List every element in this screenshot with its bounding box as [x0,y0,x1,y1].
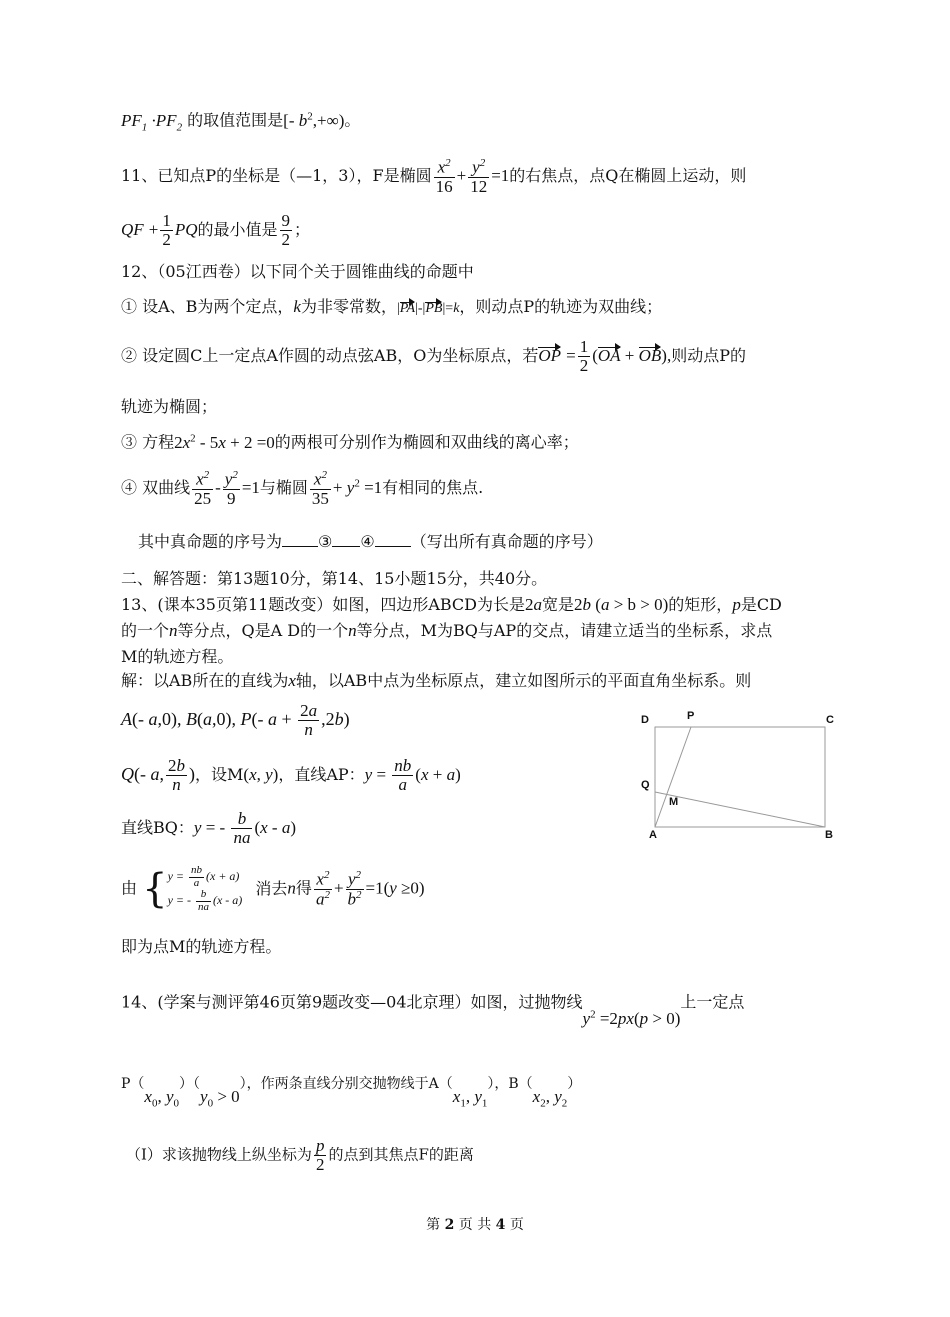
q14-l3b: 的点到其焦点F的距离 [328,1145,474,1164]
footer-mid: 页 共 [458,1217,492,1233]
q12-p2b: 则动点P的 [671,345,746,365]
q11-line1: 11、已知点P的坐标是（—1，3），F是椭圆 $\frac{x^2}{16}$ + $\frac{y^2}{12}$ =1的右焦点，点Q在椭圆上运动，则 [121,157,747,196]
q13-elim: 消去 [255,878,288,898]
q14-l1b: 上一定点 [680,992,745,1012]
q14-line1: 14、(学案与测评第46页第9题改变—04北京理）如图，过抛物线$y^2 =2px(p > 0)$上一定点 [121,992,745,1028]
q13-line2: 的一个n等分点，Q是A D的一个n等分点，M为BQ与AP的交点，请建立适当的坐标系，求点 [121,621,773,640]
rectangle-figure [637,708,837,843]
q12-p4a: ④ 双曲线 [121,478,191,498]
fig-rectangle [655,727,825,827]
footer-total: 4 [495,1217,506,1233]
q12-answer [138,532,603,551]
q12-p1: ① 设A、B为两个定点，k为非零常数，|PA|-|PB|=k，则动点P的轨迹为双曲线； [121,297,663,316]
q13-l1a: 13、(课本35页第11题改变）如图，四边形ABCD为长是 [121,595,526,614]
q13-l1b: 宽是 [542,595,575,614]
fig-label-a: A [649,829,657,841]
q12-p2a: ② 设定圆C上一定点A作圆的动点弦AB，O为坐标原点，若 [121,345,539,365]
q13-sol1: 解：以AB所在的直线为x轴，以AB中点为坐标原点，建立如图所示的平面直角坐标系。则 [121,671,752,690]
q12-answer2: ④ [360,532,375,551]
q12-p3a: ③ 方程 [121,432,175,452]
q13-l1c: 的矩形， [668,595,733,614]
q13-q-point: Q(- a, $\frac{2b}{n}$ )，设M(x, y)，直线AP：y = $\frac{nb}{a}$ (x + a) [121,756,461,794]
q12-p4c: 有相同的焦点. [382,478,484,498]
q14-line3: （I）求该抛物线上纵坐标为 $\frac{p}{2}$ 的点到其焦点F的距离 [126,1136,474,1174]
q13-de: 得 [295,878,312,898]
fig-line-bq [655,792,825,827]
q13-conclusion: 即为点M的轨迹方程。 [121,937,282,956]
footer-pre: 第 [426,1217,441,1233]
q13-points: A(- a,0), B(a,0), P(- a + $\frac{2a}{n}$ ,2b) [121,701,350,739]
q14-l2e: ） [567,1076,582,1092]
q12-p2: ② 设定圆C上一定点A作圆的动点弦AB，O为坐标原点，若OP = $\frac{1}{2}$ (OA + OB),则动点P的 [121,337,746,375]
fig-label-b: B [825,829,833,841]
q14-l1a: 14、(学案与测评第46页第9题改变—04北京理）如图，过抛物线 [121,992,583,1012]
q13-line-bq: 直线BQ：y = - $\frac{b}{na}$ (x - a) [121,809,296,847]
fig-label-p: P [687,710,695,722]
fig-label-c: C [826,714,834,726]
fig-label-d: D [641,714,649,726]
q12-p1b: 为非零常数， [300,297,397,316]
q12-p1a: ① 设A、B为两个定点， [121,297,294,316]
q12-p2c: 轨迹为椭圆； [121,397,218,416]
q13-l2a: 的一个 [121,621,170,640]
q14-l2c: ），作两条直线分别交抛物线于A（ [239,1076,453,1092]
q12-p3b: 的两根可分别作为椭圆和双曲线的离心率； [274,432,579,452]
q12-answer-prefix: 其中真命题的序号为 [138,532,283,551]
q14-l2d: ），B（ [487,1076,533,1092]
q13-system: 由 { y = $\frac{nb}{a}$ (x + a) y = - $\frac{b}{na}$ (x - a) 消去n得 $\frac{x^2}{a^2}$ + $\frac{y^2}{b^2}$ =1(y ≥0) [121,864,425,913]
q12-p4b: 与椭圆 [259,478,308,498]
q11-end: ； [294,219,311,239]
q12-answer1: ③ [318,532,333,551]
q13-you: 由 [121,878,138,898]
q11-min-text: 的最小值是 [197,219,278,239]
q13-line3: M的轨迹方程。 [121,647,234,666]
q12-answer-suffix: （写出所有真命题的序号） [410,532,603,551]
footer-post: 页 [509,1217,524,1233]
q14-line2: $P(x_0$, $y_0)(y_0 > 0)$，作两条直线分别交抛物线于$A(x_1$, $y_1$），$B(x_2$, $y_2$） [121,1076,582,1110]
q13-setm: ，设M [195,764,244,784]
q12-title: 12、（05江西卷）以下同个关于圆锥曲线的命题中 [121,262,474,281]
fig-line-ap [655,727,691,827]
q11-intro: 11、已知点P的坐标是（—1，3），F是椭圆 [121,166,432,186]
range-line: $PF_1 \cdot PF_2$ 的取值范围是[- $b^2,+\infty$)。 [121,110,361,134]
q13-l2b: 等分点，Q是A D的一个 [177,621,349,640]
q11-mid: 的右焦点，点Q在椭圆上运动，则 [509,166,747,186]
q14-l2a: P（ [121,1076,145,1092]
range-text: 的取值范围是 [187,110,284,130]
q13-l1d: 是CD [740,595,782,614]
q13-linebq: 直线BQ： [121,817,194,837]
q13-line1: 13、(课本35页第11题改变）如图，四边形ABCD为长是2a宽是2b (a > b > 0)的矩形，p是CD [121,595,782,614]
fig-label-q: Q [641,779,650,791]
q13-lineap: ，直线AP： [278,764,365,784]
q14-l2b: ）（ [179,1076,201,1092]
q12-p1c: ，则动点P的轨迹为双曲线； [459,297,663,316]
q12-p4: ④ 双曲线 $\frac{x^2}{25}$ - $\frac{y^2}{9}$ =1与椭圆 $\frac{x^2}{35}$ + $y^2 =1$有相同的焦点. [121,469,484,508]
page-footer [0,1214,950,1234]
q12-p3: ③ 方程$2x^2 - 5x + 2 =0$的两根可分别作为椭圆和双曲线的离心率； [121,432,579,452]
section2-heading: 二、解答题：第13题10分，第14、15小题15分，共40分。 [121,569,548,588]
q11-line2: QF + $\frac{1}{2}$ PQ的最小值是 $\frac{9}{2}$ ； [121,211,311,249]
q13-s1b: 轴，以AB中点为坐标原点，建立如图所示的平面直角坐标系。则 [295,671,752,690]
q13-l2c: 等分点，M为BQ与AP的交点，请建立适当的坐标系，求点 [356,621,773,640]
q13-s1a: 解：以AB所在的直线为 [121,671,289,690]
footer-page-num: 2 [444,1217,455,1233]
fig-label-m: M [669,796,679,808]
q14-l3a: （I）求该抛物线上纵坐标为 [126,1145,312,1164]
